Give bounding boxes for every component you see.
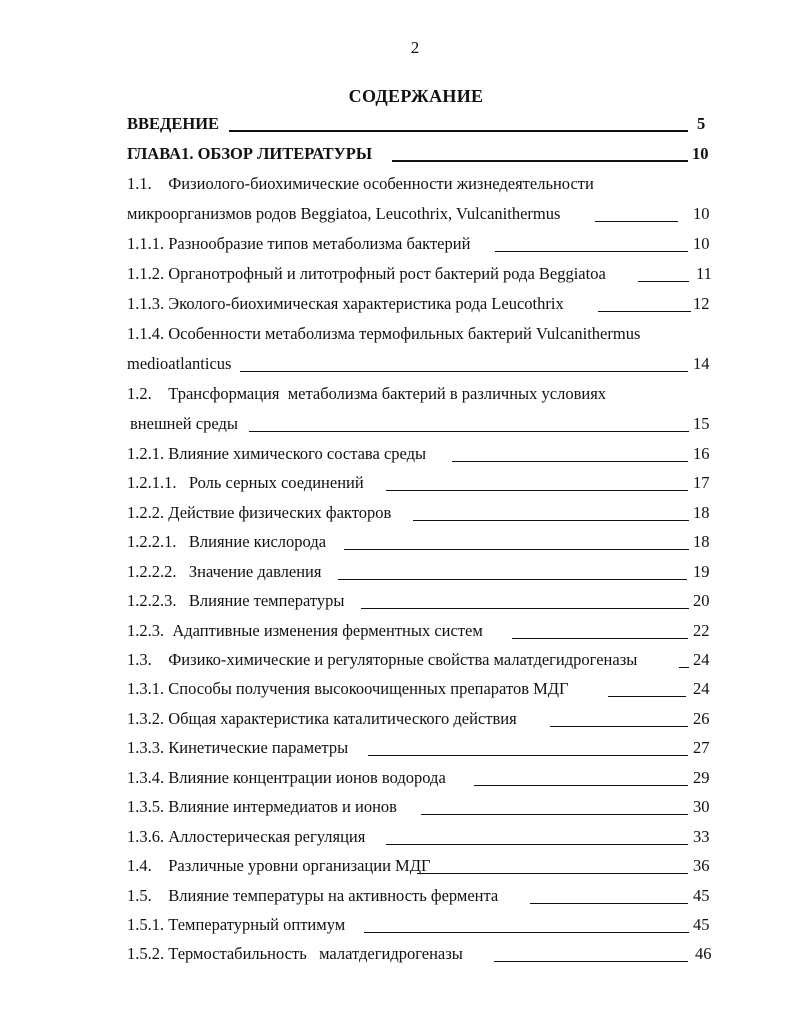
toc-entry-page: 18 xyxy=(693,503,710,522)
toc-entry-text: 1.1. Физиолого-биохимические особенности жизнедеятельности xyxy=(127,174,594,193)
toc-entry-text: 1.2.3. Адаптивные изменения ферментных систем xyxy=(127,621,483,640)
toc-entry-1-2-2 xyxy=(0,500,791,526)
leader-line xyxy=(598,311,691,312)
toc-entry-text: 1.4. Различные уровни организации МДГ xyxy=(127,856,431,875)
toc-entry-page: 30 xyxy=(693,797,710,816)
toc-entry-1-2-3 xyxy=(0,618,791,644)
toc-entry-text: ГЛАВА1. ОБЗОР ЛИТЕРАТУРЫ xyxy=(127,144,373,163)
leader-line xyxy=(417,873,688,874)
leader-line xyxy=(413,520,689,521)
toc-entry-text: 1.1.1. Разнообразие типов метаболизма бактерий xyxy=(127,234,471,253)
toc-entry-chapter1 xyxy=(0,141,791,167)
toc-entry-text: 1.2. Трансформация метаболизма бактерий в различных условиях xyxy=(127,384,607,403)
toc-entry-page: 24 xyxy=(693,650,710,669)
toc-entry-page: 15 xyxy=(693,414,710,433)
toc-entry-page: 45 xyxy=(693,886,710,905)
toc-entry-1-5-2 xyxy=(0,941,791,967)
toc-entry-1-3-6 xyxy=(0,824,791,850)
leader-line xyxy=(240,371,688,372)
leader-line xyxy=(495,251,688,252)
toc-entry-page: 10 xyxy=(693,234,710,253)
toc-entry-page: 29 xyxy=(693,768,710,787)
toc-entry-text: 1.3.3. Кинетические параметры xyxy=(127,738,349,757)
toc-entry-text: 1.1.3. Эколого-биохимическая характеристика рода Leucothrix xyxy=(127,294,564,313)
leader-line xyxy=(474,785,688,786)
toc-entry-1-1-line1 xyxy=(0,171,791,197)
toc-entry-1-5-1 xyxy=(0,912,791,938)
toc-entry-1-1-4-line2 xyxy=(0,351,791,377)
toc-entry-1-2-2-2 xyxy=(0,559,791,585)
toc-entry-1-2-2-1 xyxy=(0,529,791,555)
toc-entry-text: 1.3.5. Влияние интермедиатов и ионов xyxy=(127,797,397,816)
leader-line xyxy=(494,961,688,962)
toc-entry-text: medioatlanticus xyxy=(127,354,232,373)
toc-entry-1-3-2 xyxy=(0,706,791,732)
toc-entry-page: 27 xyxy=(693,738,710,757)
leader-line xyxy=(512,638,688,639)
toc-entry-text: 1.3.1. Способы получения высокоочищенных препаратов МДГ xyxy=(127,679,569,698)
toc-entry-1-1-1 xyxy=(0,231,791,257)
toc-entry-page: 22 xyxy=(693,621,710,640)
toc-entry-1-2-1-1 xyxy=(0,470,791,496)
leader-line xyxy=(392,160,688,162)
toc-entry-page: 46 xyxy=(695,944,712,963)
toc-entry-text: 1.5.2. Термостабильность малатдегидрогеназы xyxy=(127,944,463,963)
toc-entry-text: микроорганизмов родов Beggiatoa, Leucothrix, Vulcanithermus xyxy=(127,204,561,223)
toc-entry-text: 1.2.2.2. Значение давления xyxy=(127,562,322,581)
toc-entry-text: ВВЕДЕНИЕ xyxy=(127,114,220,133)
leader-line xyxy=(386,844,688,845)
toc-entry-page: 24 xyxy=(693,679,710,698)
toc-entry-1-3-5 xyxy=(0,794,791,820)
toc-entry-text: 1.3. Физико-химические и регуляторные свойства малатдегидрогеназы xyxy=(127,650,638,669)
leader-line xyxy=(452,461,688,462)
toc-entry-page: 45 xyxy=(693,915,710,934)
toc-entry-page: 14 xyxy=(693,354,710,373)
toc-entry-page: 16 xyxy=(693,444,710,463)
toc-entry-text: 1.2.1.1. Роль серных соединений xyxy=(127,473,364,492)
toc-title: СОДЕРЖАНИЕ xyxy=(348,86,484,106)
toc-entry-1-2-line2 xyxy=(0,411,791,437)
leader-line xyxy=(595,221,678,222)
toc-entry-1-1-4-line1 xyxy=(0,321,791,347)
leader-line xyxy=(679,667,689,668)
toc-entry-1-2-1 xyxy=(0,441,791,467)
leader-line xyxy=(361,608,689,609)
toc-entry-1-3-4 xyxy=(0,765,791,791)
leader-line xyxy=(608,696,686,697)
toc-entry-text: 1.2.2. Действие физических факторов xyxy=(127,503,392,522)
toc-entry-text: 1.3.4. Влияние концентрации ионов водорода xyxy=(127,768,446,787)
toc-entry-1-1-3 xyxy=(0,291,791,317)
toc-entry-text: 1.5.1. Температурный оптимум xyxy=(127,915,346,934)
toc-entry-page: 18 xyxy=(693,532,710,551)
toc-entry-1-5 xyxy=(0,883,791,909)
leader-line xyxy=(364,932,689,933)
toc-entry-page: 10 xyxy=(693,204,710,223)
toc-entry-text: 1.2.2.1. Влияние кислорода xyxy=(127,532,327,551)
toc-entry-page: 36 xyxy=(693,856,710,875)
toc-entry-page: 5 xyxy=(697,114,706,133)
page-number: 2 xyxy=(410,38,420,57)
toc-entry-1-3 xyxy=(0,647,791,673)
leader-line xyxy=(550,726,688,727)
leader-line xyxy=(338,579,687,580)
toc-entry-1-2-2-3 xyxy=(0,588,791,614)
toc-entry-1-2-line1 xyxy=(0,381,791,407)
toc-entry-text: 1.1.4. Особенности метаболизма термофильных бактерий Vulcanithermus xyxy=(127,324,641,343)
toc-entry-page: 12 xyxy=(693,294,710,313)
toc-entry-page: 26 xyxy=(693,709,710,728)
toc-entry-1-4 xyxy=(0,853,791,879)
leader-line xyxy=(368,755,688,756)
leader-line xyxy=(344,549,689,550)
toc-entry-page: 33 xyxy=(693,827,710,846)
toc-entry-page: 10 xyxy=(692,144,709,163)
leader-line xyxy=(638,281,689,282)
toc-entry-page: 11 xyxy=(696,264,712,283)
toc-entry-1-1-line2 xyxy=(0,201,791,227)
toc-entry-introduction xyxy=(0,111,791,137)
toc-entry-page: 19 xyxy=(693,562,710,581)
toc-entry-text: 1.3.2. Общая характеристика каталитического действия xyxy=(127,709,517,728)
toc-entry-text: 1.1.2. Органотрофный и литотрофный рост бактерий рода Beggiatoa xyxy=(127,264,606,283)
leader-line xyxy=(386,490,688,491)
toc-entry-text: 1.3.6. Аллостерическая регуляция xyxy=(127,827,366,846)
toc-entry-1-3-1 xyxy=(0,676,791,702)
toc-entry-text: 1.2.1. Влияние химического состава среды xyxy=(127,444,427,463)
leader-line xyxy=(530,903,688,904)
toc-entry-page: 20 xyxy=(693,591,710,610)
leader-line xyxy=(229,130,688,132)
toc-entry-text: 1.2.2.3. Влияние температуры xyxy=(127,591,345,610)
toc-entry-1-1-2 xyxy=(0,261,791,287)
toc-entry-text: 1.5. Влияние температуры на активность фермента xyxy=(127,886,499,905)
toc-entry-page: 17 xyxy=(693,473,710,492)
leader-line xyxy=(421,814,688,815)
toc-entry-text: внешней среды xyxy=(130,414,238,433)
toc-entry-1-3-3 xyxy=(0,735,791,761)
leader-line xyxy=(249,431,689,432)
